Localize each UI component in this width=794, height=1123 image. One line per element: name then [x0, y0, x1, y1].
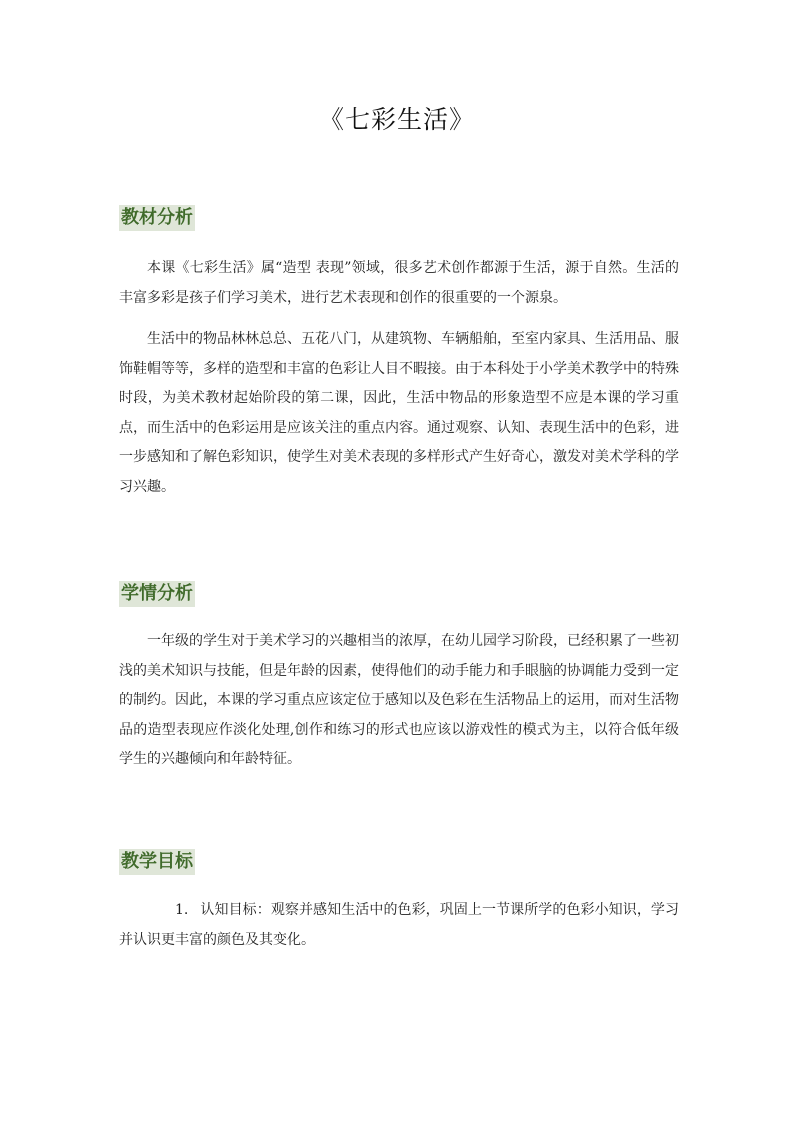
section-heading: 教学目标 [119, 849, 195, 875]
paragraph: 生活中的物品林林总总、五花八门，从建筑物、车辆船舶，至室内家具、生活用品、服饰鞋帽等等，多样的造型和丰富的色彩让人目不暇接。由于本科处于小学美术教学中的特殊时段，为美术教材起始阶段的第二课，因此，生活中物品的形象造型不应是本课的学习重点，而生活中的色彩运用是应该关注的重点内容。通过观察、认知、表现生活中的色彩，进一步感知和了解色彩知识，使学生对美术表现的多样形式产生好奇心，激发对美术学科的学习兴趣。 [119, 331, 679, 495]
list-item [119, 896, 679, 955]
paragraph: 一年级的学生对于美术学习的兴趣相当的浓厚，在幼儿园学习阶段，已经积累了一些初浅的美术知识与技能，但是年龄的因素，使得他们的动手能力和手眼脑的协调能力受到一定的制约。因此，本课的学习重点应该定位于感知以及色彩在生活物品上的运用，而对生活物品的造型表现应作淡化处理,创作和练习的形式也应该以游戏性的模式为主，以符合低年级学生的兴趣倾向和年龄特征。 [119, 633, 679, 767]
section-heading: 教材分析 [119, 205, 195, 231]
section-textbook-analysis [119, 205, 679, 502]
document-title: 《七彩生活》 [318, 105, 475, 134]
list-item-number: 1. [175, 902, 189, 918]
list-item-text: 认知目标：观察并感知生活中的色彩，巩固上一节课所学的色彩小知识，学习并认识更丰富的颜色及其变化。 [119, 902, 679, 948]
section-teaching-goals [119, 849, 679, 955]
section-heading: 学情分析 [119, 581, 195, 607]
paragraph: 本课《七彩生活》属“造型 表现”领域，很多艺术创作都源于生活，源于自然。生活的丰富多彩是孩子们学习美术，进行艺术表现和创作的很重要的一个源泉。 [119, 260, 679, 306]
section-student-analysis [119, 581, 679, 775]
